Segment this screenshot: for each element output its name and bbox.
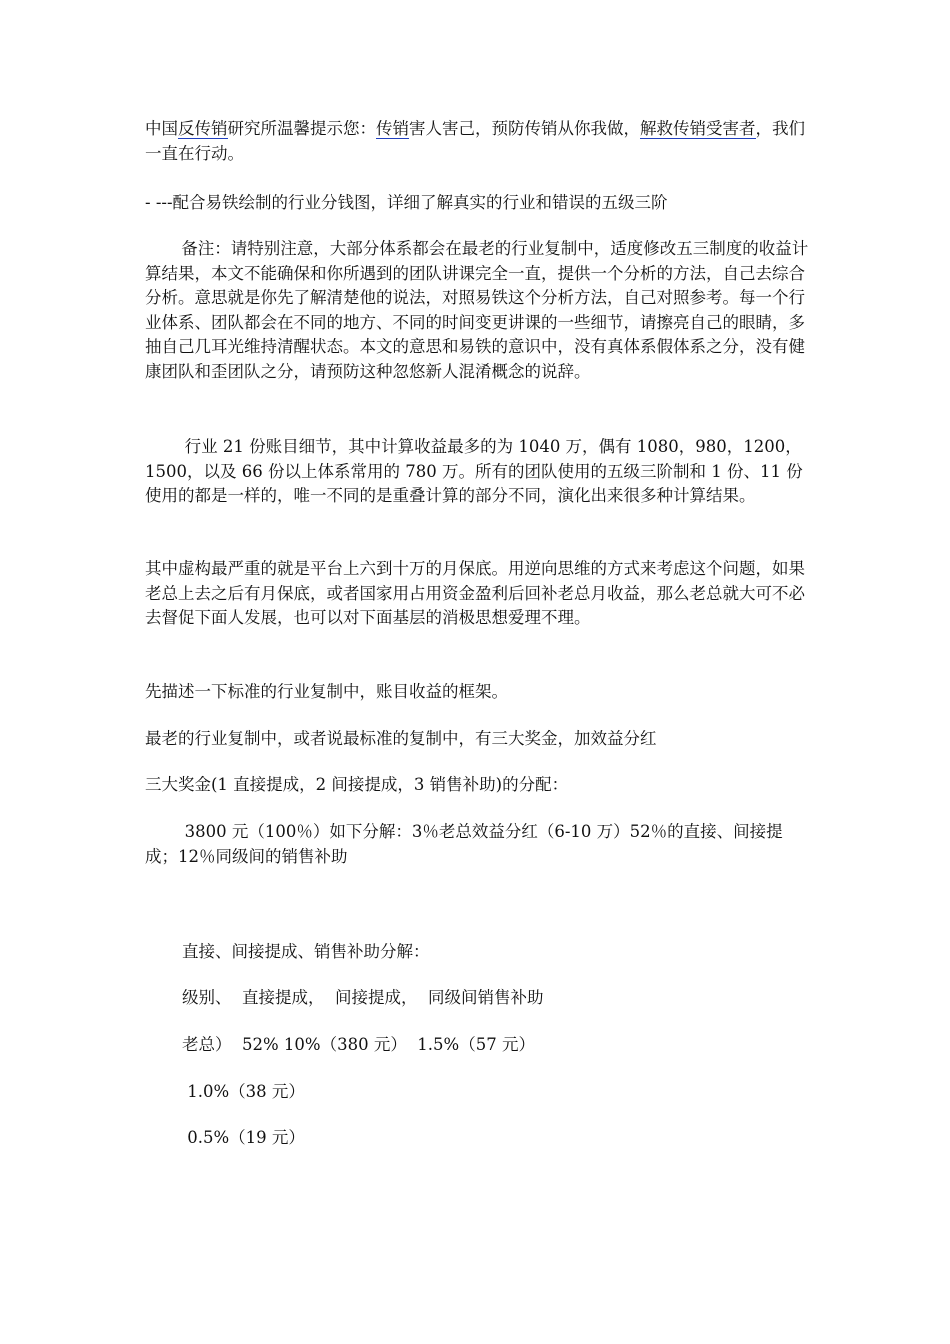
table-row: 1.0%（38 元） [182, 1082, 305, 1101]
fiction-paragraph: 其中虚构最严重的就是平台上六到十万的月保底。用逆向思维的方式来考虑这个问题，如果老总上去之后有月保底，或者国家用占用资金盈利后回补老总月收益，那么老总就大可不必去督促下面人发展，也可以对下面基层的消极思想爱理不理。 [145, 559, 805, 627]
describe-paragraph: 先描述一下标准的行业复制中，账目收益的框架。 [145, 682, 508, 701]
oldest-paragraph: 最老的行业复制中，或者说最标准的复制中，有三大奖金，加效益分红 [145, 729, 657, 748]
breakdown-paragraph: 3800 元（100％）如下分解：3％老总效益分红（6-10 万）52％的直接、间接提成；12％同级间的销售补助 [145, 822, 783, 866]
link-rescue-victims[interactable]: 解救传销受害者 [640, 119, 756, 138]
notice-mid1: 研究所温馨提示您： [227, 119, 376, 138]
notice-paragraph [145, 117, 810, 166]
three-bonus-paragraph: 三大奖金(1 直接提成，2 间接提成，3 销售补助)的分配： [145, 775, 569, 794]
notice-prefix: 中国 [145, 119, 178, 138]
notice-suffix: ，我们一直在行动。 [145, 119, 805, 163]
notice-mid2: 害人害己，预防传销从你我做， [409, 119, 640, 138]
accounts-paragraph: 行业 21 份账目细节，其中计算收益最多的为 1040 万，偶有 1080，980，1200，1500，以及 66 份以上体系常用的 780 万。所有的团队使用的五级三阶制和 1 份、11 份使用的都是一样的，唯一不同的是重叠计算的部分不同，演化出来很多种计算结果。 [145, 437, 803, 505]
link-mlm[interactable]: 传销 [376, 119, 409, 138]
table-row: 0.5%（19 元） [182, 1128, 305, 1147]
remark-paragraph: 备注：请特别注意，大部分体系都会在最老的行业复制中，适度修改五三制度的收益计算结果，本文不能确保和你所遇到的团队讲课完全一直，提供一个分析的方法，自己去综合分析。意思就是你先了解清楚他的说法，对照易铁这个分析方法，自己对照参考。每一个行业体系、团队都会在不同的地方、不同的时间变更讲课的一些细节，请擦亮自己的眼睛，多抽自己几耳光维持清醒状态。本文的意思和易铁的意识中，没有真体系假体系之分，没有健康团队和歪团队之分，请预防这种忽悠新人混淆概念的说辞。 [145, 239, 809, 381]
subtitle: - ---配合易铁绘制的行业分钱图，详细了解真实的行业和错误的五级三阶 [145, 193, 668, 212]
table-header-row: 级别、 直接提成， 间接提成， 同级间销售补助 [182, 988, 544, 1007]
link-anti-mlm[interactable]: 反传销 [178, 119, 228, 138]
table-heading: 直接、间接提成、销售补助分解： [182, 942, 430, 961]
table-row: 老总） 52% 10%（380 元） 1.5%（57 元） [182, 1035, 535, 1054]
